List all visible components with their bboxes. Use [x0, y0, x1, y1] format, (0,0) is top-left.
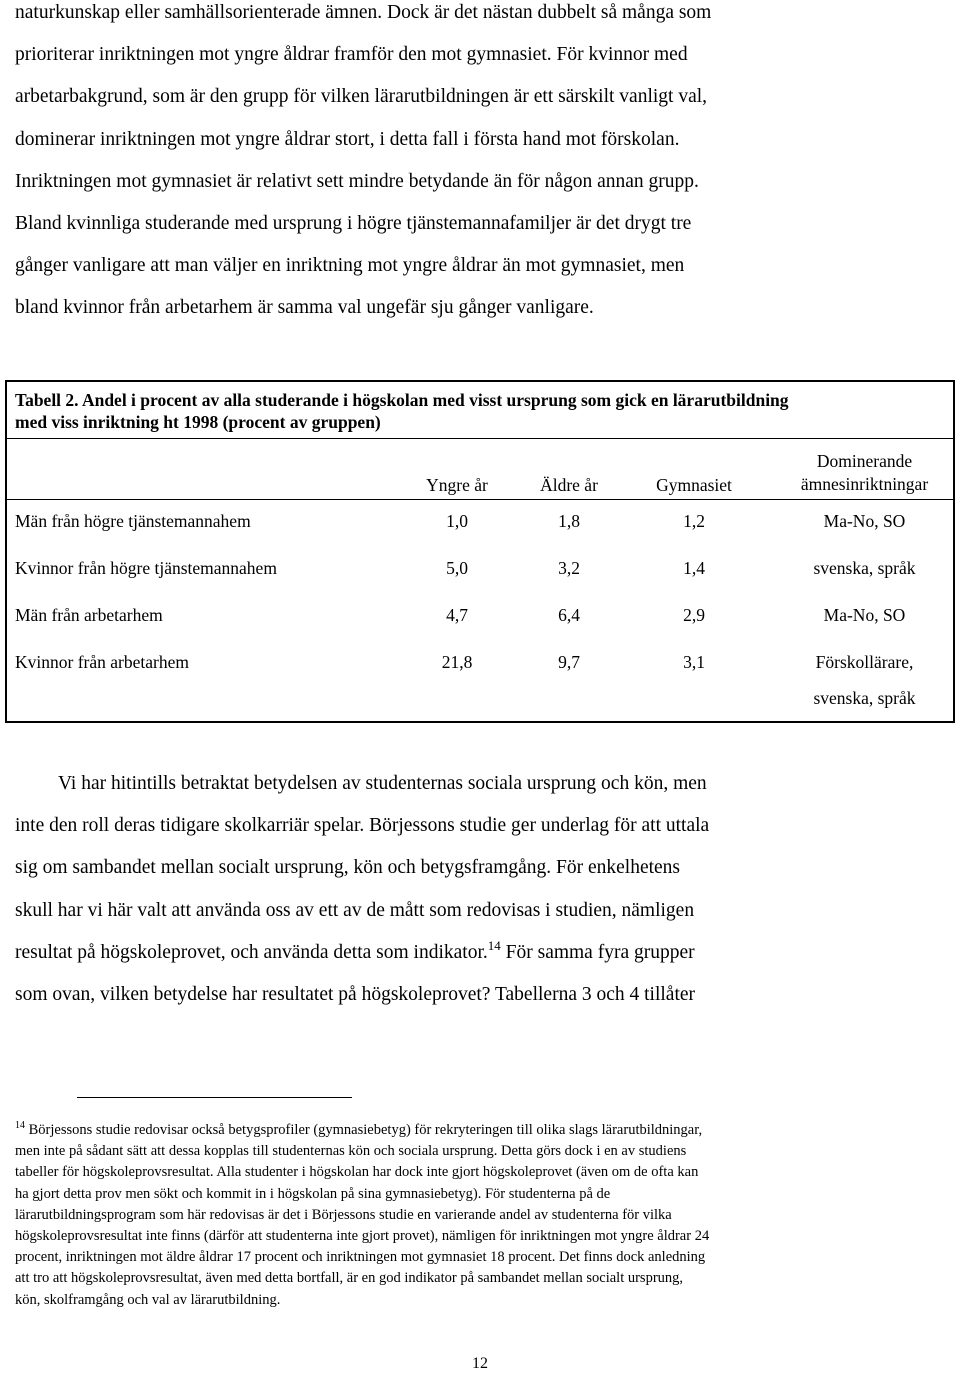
cell-dominant: Förskollärare,: [815, 652, 914, 672]
column-header-younger: Yngre år: [426, 475, 488, 495]
text-line: prioriterar inriktningen mot yngre åldrar framför den mot gymnasiet. För kvinnor med: [15, 44, 688, 66]
body-paragraph-top: [15, 0, 945, 330]
text-line: [15, 932, 945, 974]
cell-older: 1,8: [558, 511, 580, 531]
text-line: bland kvinnor från arbetarhem är samma val ungefär sju gånger vanligare.: [15, 297, 594, 319]
text-line: arbetarbakgrund, som är den grupp för vilken lärarutbildningen är ett särskilt vanligt val,: [15, 86, 708, 108]
cell-younger: 21,8: [441, 652, 473, 672]
cell-dominant: Ma-No, SO: [823, 511, 906, 531]
footnote-text: Börjessons studie redovisar också betygsprofiler (gymnasiebetyg) för rekryteringen till olika slags lärarutbildningar,: [25, 1122, 703, 1138]
footnote-line: tabeller för högskoleprovsresultat. Alla studenter i högskolan har dock inte gjort högskoleprovet (även om de ofta kan: [15, 1164, 699, 1181]
page-number: 12: [472, 1355, 488, 1372]
column-header-dominant: [777, 450, 952, 496]
caption-line: Tabell 2. Andel i procent av alla studerande i högskolan med visst ursprung som gick en lärarutbildning: [15, 390, 789, 410]
column-header-dominant-line: ämnesinriktningar: [800, 474, 929, 494]
footnote-line: kön, skolframgång och val av lärarutbildning.: [15, 1291, 281, 1308]
table-caption: [15, 389, 945, 433]
footnote-line: lärarutbildningsprogram som här redovisas är det i Börjessons studie en varierande andel av studenterna för vilka: [15, 1206, 672, 1223]
header-divider: [7, 499, 953, 500]
cell-younger: 1,0: [446, 511, 468, 531]
footnote-number: 14: [15, 1120, 25, 1131]
body-paragraph-bottom: [15, 763, 945, 1016]
row-label: Kvinnor från arbetarhem: [15, 652, 189, 672]
cell-upper-secondary: 2,9: [683, 605, 705, 625]
cell-older: 9,7: [558, 652, 580, 672]
row-label: Män från arbetarhem: [15, 605, 163, 625]
table-2: [5, 380, 955, 723]
column-header-dominant-line: Dominerande: [816, 451, 913, 471]
footnote-line: ha gjort detta prov men sökt och kommit in i högskolan på sina gymnasiebetyg). För studenterna på de: [15, 1185, 611, 1202]
footnote-line: [15, 1120, 945, 1141]
text-line: Inriktningen mot gymnasiet är relativt sett mindre betydande än för någon annan grupp.: [15, 170, 699, 192]
footnote-reference: 14: [487, 937, 501, 953]
cell-younger: 4,7: [446, 605, 468, 625]
text-line: gånger vanligare att man väljer en inriktning mot yngre åldrar än mot gymnasiet, men: [15, 255, 685, 277]
text-line: skull har vi här valt att använda oss av ett av de mått som redovisas i studien, nämligen: [15, 899, 695, 921]
cell-dominant: svenska, språk: [813, 558, 916, 578]
column-header-older: Äldre år: [540, 475, 598, 495]
cell-older: 6,4: [558, 605, 580, 625]
cell-older: 3,2: [558, 558, 580, 578]
footnote-line: att tro att högskoleprovsresultat, även med detta bortfall, är en god indikator på sambandet mellan socialt ursprung,: [15, 1270, 684, 1287]
cell-upper-secondary: 1,4: [683, 558, 705, 578]
footnote-line: högskoleprovsresultat inte finns (därför att studenterna inte gjort provet), nämligen för inriktningen mot yngre åldrar 24: [15, 1228, 710, 1245]
text-segment: resultat på högskoleprovet, och använda detta som indikator.: [15, 941, 488, 963]
text-line: inte den roll deras tidigare skolkarriär spelar. Börjessons studie ger underlag för att uttala: [15, 815, 710, 837]
footnote: [15, 1120, 945, 1311]
text-line: dominerar inriktningen mot yngre åldrar stort, i detta fall i första hand mot förskolan.: [15, 128, 680, 150]
text-line: sig om sambandet mellan socialt ursprung, kön och betygsframgång. För enkelhetens: [15, 857, 681, 879]
text-line: Vi har hitintills betraktat betydelsen av studenternas sociala ursprung och kön, men: [58, 773, 707, 794]
text-line: naturkunskap eller samhällsorienterade ämnen. Dock är det nästan dubbelt så många som: [15, 2, 712, 23]
footnote-line: men inte på sådant sätt att dessa kopplas till studenternas kön och sociala ursprung. Detta görs dock i en av studiens: [15, 1143, 687, 1160]
cell-dominant: Ma-No, SO: [823, 605, 906, 625]
cell-upper-secondary: 3,1: [683, 652, 705, 672]
caption-line: med viss inriktning ht 1998 (procent av gruppen): [15, 412, 381, 432]
row-label: Kvinnor från högre tjänstemannahem: [15, 558, 277, 578]
text-line: som ovan, vilken betydelse har resultatet på högskoleprovet? Tabellerna 3 och 4 tillåter: [15, 984, 696, 1006]
cell-dominant-continued: svenska, språk: [813, 688, 916, 708]
cell-younger: 5,0: [446, 558, 468, 578]
text-segment: För samma fyra grupper: [500, 941, 695, 963]
cell-upper-secondary: 1,2: [683, 511, 705, 531]
caption-divider: [7, 438, 953, 439]
column-header-upper-secondary: Gymnasiet: [656, 475, 732, 495]
row-label: Män från högre tjänstemannahem: [15, 511, 251, 531]
footnote-line: procent, inriktningen mot äldre åldrar 17 procent och inriktningen mot gymnasiet 18 procent. Det finns dock anledning: [15, 1249, 706, 1266]
text-line: Bland kvinnliga studerande med ursprung i högre tjänstemannafamiljer är det drygt tre: [15, 213, 692, 235]
footnote-separator: [77, 1097, 352, 1098]
